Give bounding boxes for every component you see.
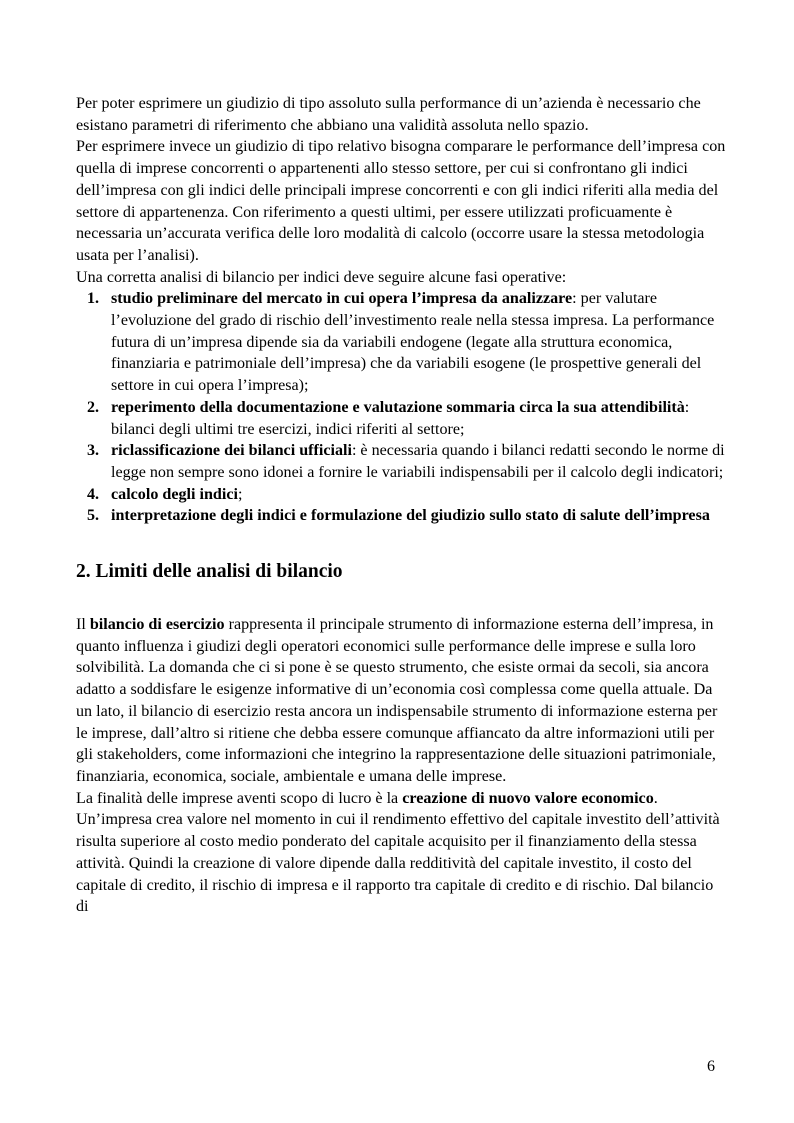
phase-number: 2. (87, 398, 100, 416)
phase-description: : è necessaria quando i bilanci redatti secondo le norme di legge non sempre sono idonei a fornire le variabili indispensabili per il calcolo degli indicatori; (111, 442, 725, 481)
phase-number: 5. (87, 507, 100, 525)
page-number: 6 (707, 1058, 715, 1075)
phase-item-3 (76, 440, 726, 483)
section-heading: 2. Limiti delle analisi di bilancio (76, 561, 343, 583)
phase-number: 3. (87, 442, 100, 460)
section-paragraph-bilancio (76, 614, 726, 788)
phase-description: : bilanci degli ultimi tre esercizi, indici riferiti al settore; (111, 398, 690, 438)
phase-title: reperimento della documentazione e valutazione sommaria circa la sua attendibilità (111, 398, 685, 416)
text-run: La finalità delle imprese aventi scopo di lucro è la (76, 789, 403, 807)
phases-list (76, 288, 726, 527)
phase-number: 1. (87, 290, 100, 308)
text-run: rappresenta il principale strumento di informazione esterna dell’impresa, in quanto influenza i giudizi degli operatori economici sulle performance delle imprese e sulla loro solvibilità. La domanda che ci si pone è se questo strumento, che esiste ormai da secoli, sia ancora adatto a soddisfare le esigenze informative di un’economia così complessa come quella attuale. Da un lato, il bilancio di esercizio resta ancora un indispensabile strumento di informazione esterna per le imprese, dall’altro si ritiene che debba essere comunque affiancato da altre informazioni utili per gli stakeholders, come informazioni che integrino la rappresentazione delle situazioni patrimoniale, finanziaria, economica, sociale, ambientale e umana delle imprese. (76, 616, 718, 785)
phase-title: riclassificazione dei bilanci ufficiali (111, 442, 352, 460)
intro-paragraph-phases-lead: Una corretta analisi di bilancio per indici deve seguire alcune fasi operative: (76, 268, 567, 286)
phase-description: ; (237, 485, 243, 503)
document-page (76, 93, 726, 918)
intro-paragraph-relative: Per esprimere invece un giudizio di tipo relativo bisogna comparare le performance dell’impresa con quella di imprese concorrenti o appartenenti allo stesso settore, per cui si confrontano gli indici dell’impresa con gli indici delle principali imprese concorrenti e con gli indici riferiti alla media del settore di appartenenza. Con riferimento a questi ultimi, per essere utilizzati proficuamente è necessaria un’accurata verifica delle loro modalità di calcolo (occorre usare la stessa metodologia usata per l’analisi). (76, 138, 726, 264)
phase-item-5 (76, 505, 726, 527)
phase-title: studio preliminare del mercato in cui opera l’impresa da analizzare (111, 290, 573, 308)
section-paragraph-valore (76, 788, 726, 918)
text-run: Il (76, 616, 90, 634)
phase-number: 4. (87, 485, 100, 503)
phase-item-2 (76, 397, 726, 440)
intro-paragraph-absolute: Per poter esprimere un giudizio di tipo assoluto sulla performance di un’azienda è necessario che esistano parametri di riferimento che abbiano una validità assoluta nello spazio. (76, 95, 701, 134)
bold-term: creazione di nuovo valore economico (402, 789, 654, 807)
bold-term: bilancio di esercizio (89, 616, 225, 634)
phase-item-1 (76, 288, 726, 397)
phase-description: : per valutare l’evoluzione del grado di rischio dell’investimento reale nella stessa impresa. La performance futura di un’impresa dipende sia da variabili endogene (legate alla struttura economica, finanziaria e patrimoniale dell’impresa) che da variabili esogene (le prospettive generali del settore in cui opera l’impresa); (111, 290, 715, 395)
phase-title: interpretazione degli indici e formulazione del giudizio sullo stato di salute dell’impresa (111, 507, 710, 525)
phase-item-4 (76, 484, 726, 506)
phase-title: calcolo degli indici (111, 485, 238, 503)
text-run: . Un’impresa crea valore nel momento in cui il rendimento effettivo del capitale investito dell’attività risulta superiore al costo medio ponderato del capitale acquisito per il finanziamento della stessa attività. Quindi la creazione di valore dipende dalla redditività del capitale investito, il costo del capitale di credito, il rischio di impresa e il rapporto tra capitale di credito e di rischio. Dal bilancio di (76, 789, 720, 916)
